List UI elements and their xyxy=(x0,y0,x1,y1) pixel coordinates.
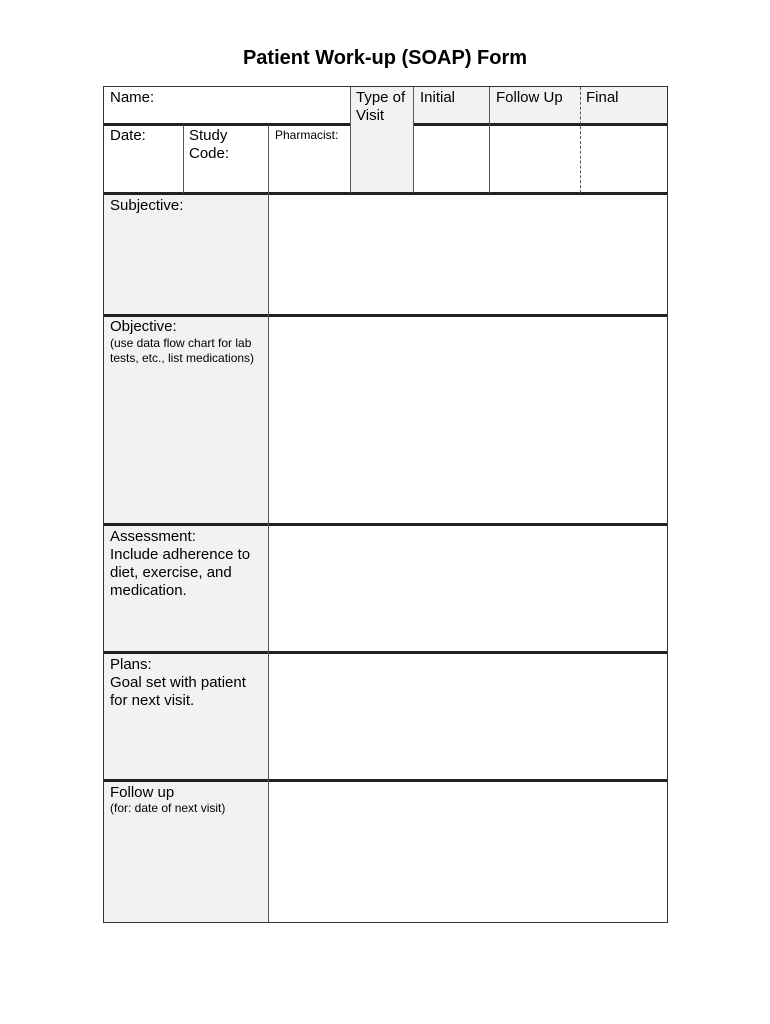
follow-up-note: (for: date of next visit) xyxy=(110,801,226,815)
plans-note: Goal set with patient for next visit. xyxy=(110,674,246,709)
follow-up-section-label: Follow up xyxy=(110,784,175,801)
objective-label: Objective: xyxy=(110,318,177,335)
type-of-visit-label: Type of Visit xyxy=(356,89,406,124)
subjective-label: Subjective: xyxy=(110,197,184,214)
divider xyxy=(350,87,351,193)
final-checkbox-cell[interactable] xyxy=(581,126,667,192)
initial-checkbox-cell[interactable] xyxy=(414,126,488,192)
study-code-field[interactable] xyxy=(184,163,267,191)
follow-up-label: Follow Up xyxy=(496,89,563,106)
divider xyxy=(104,123,350,126)
soap-form xyxy=(103,86,668,923)
date-label: Date: xyxy=(110,127,146,144)
plans-label: Plans: xyxy=(110,656,152,673)
form-title: Patient Work-up (SOAP) Form xyxy=(242,47,528,69)
plans-field[interactable] xyxy=(269,654,667,779)
assessment-note: Include adherence to diet, exercise, and medication. xyxy=(110,546,251,599)
assessment-field[interactable] xyxy=(269,526,667,651)
initial-label: Initial xyxy=(420,89,456,106)
pharmacist-label: Pharmacist: xyxy=(275,128,339,142)
objective-field[interactable] xyxy=(269,317,667,523)
follow-up-field[interactable] xyxy=(269,782,667,922)
follow-up-checkbox-cell[interactable] xyxy=(490,126,579,192)
subjective-field[interactable] xyxy=(269,195,667,314)
objective-note: (use data flow chart for lab tests, etc., list medications) xyxy=(110,336,255,365)
final-label: Final xyxy=(586,89,619,106)
pharmacist-field[interactable] xyxy=(269,145,349,191)
date-field[interactable] xyxy=(104,145,182,191)
name-field[interactable] xyxy=(154,87,348,122)
name-label: Name: xyxy=(110,89,155,106)
assessment-label: Assessment: xyxy=(110,528,196,545)
study-code-label: Study Code: xyxy=(189,127,230,162)
